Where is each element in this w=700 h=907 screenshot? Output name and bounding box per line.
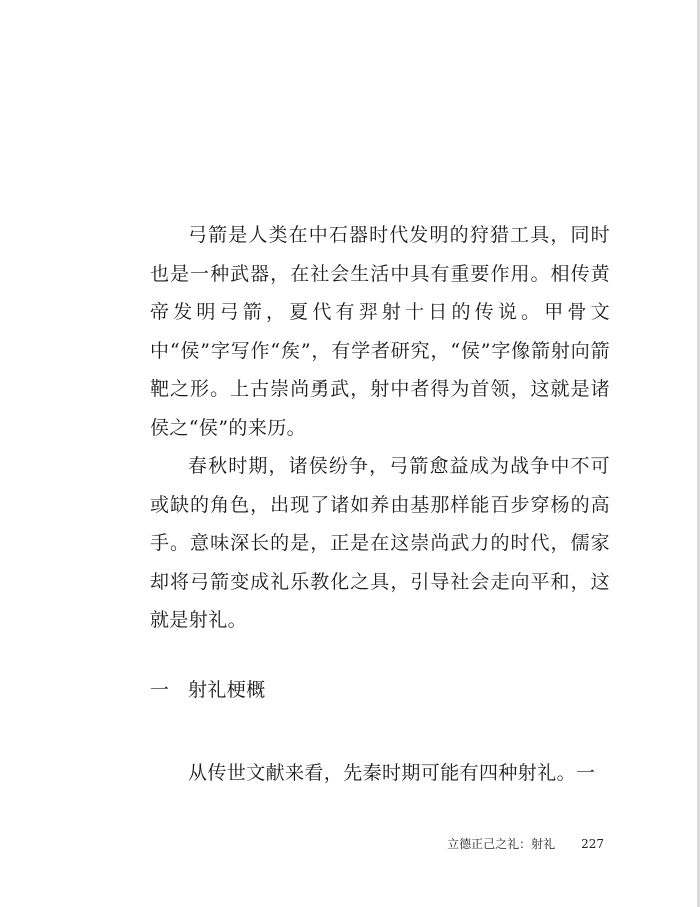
paragraph-four-rites: 从传世文献来看，先秦时期可能有四种射礼。一 xyxy=(188,762,596,784)
page-footer xyxy=(400,834,604,854)
section-title: 射礼梗概 xyxy=(188,679,266,701)
section-heading xyxy=(150,675,266,705)
running-title: 立德正己之礼：射礼 xyxy=(447,837,556,851)
page-number: 227 xyxy=(581,837,604,851)
section-number: 一 xyxy=(150,679,170,701)
paragraph-intro: 弓箭是人类在中石器时代发明的狩猎工具，同时也是一种武器，在社会生活中具有重要作用。相传黄帝发明弓箭，夏代有羿射十日的传说。甲骨文中“侯”字写作“矦”，有学者研究，“侯”字像箭射向箭靶之形。上古崇尚勇武，射中者得为首领，这就是诸侯之“侯”的来历。 xyxy=(150,224,610,439)
paragraph-spring-autumn: 春秋时期，诸侯纷争，弓箭愈益成为战争中不可或缺的角色，出现了诸如养由基那样能百步穿杨的高手。意味深长的是，正是在这崇尚武力的时代，儒家却将弓箭变成礼乐教化之具，引导社会走向平和，这就是射礼。 xyxy=(150,455,610,631)
